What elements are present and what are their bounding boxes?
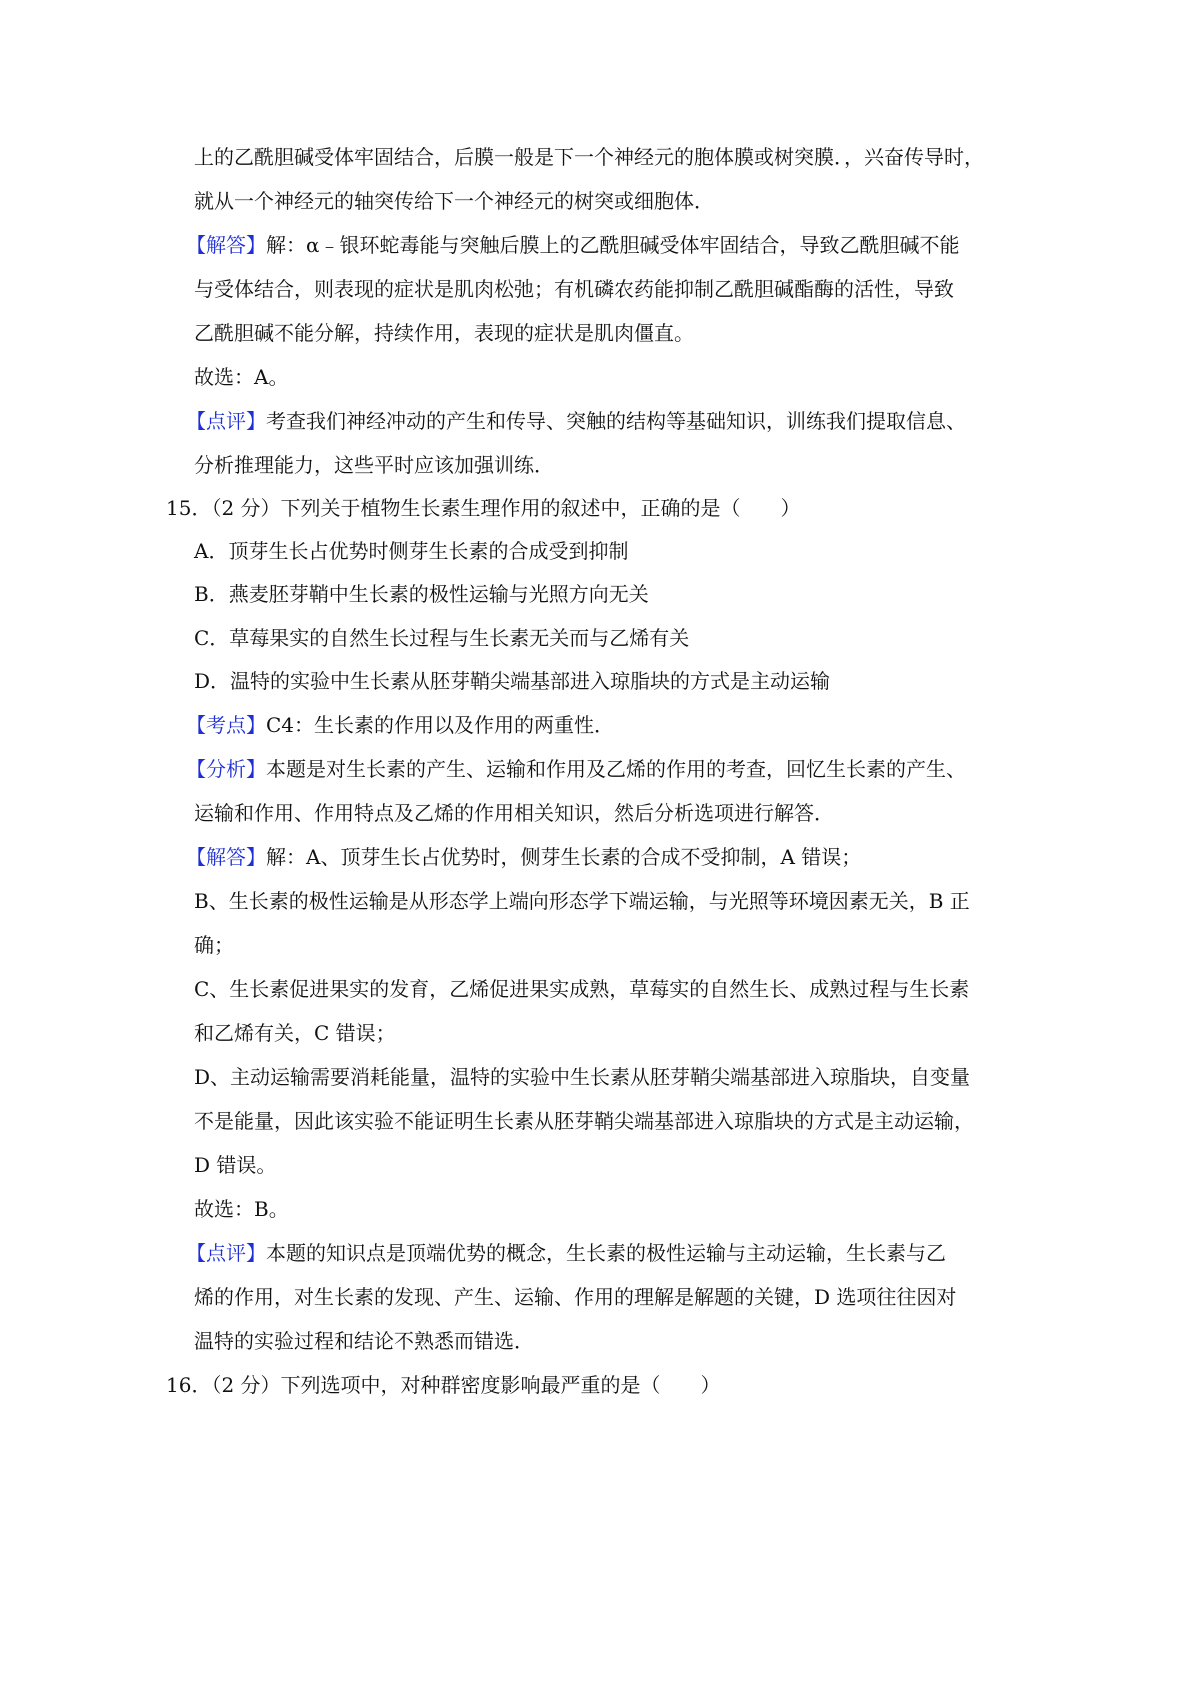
analysis-text: 本题是对生长素的产生、运输和作用及乙烯的作用的考查，回忆生长素的产生、 — [266, 757, 966, 781]
q15-point-line — [186, 713, 614, 737]
q15-option-c: C．草莓果实的自然生长过程与生长素无关而与乙烯有关 — [194, 626, 690, 650]
q14-choice: 故选：A。 — [194, 365, 289, 389]
q14-comment-line-1 — [186, 409, 966, 433]
comment-text: 本题的知识点是顶端优势的概念，生长素的极性运输与主动运输，生长素与乙 — [266, 1241, 946, 1265]
q15-answer-line-3: 确； — [194, 933, 234, 957]
point-text: C4：生长素的作用以及作用的两重性． — [266, 713, 615, 737]
q15-analysis-line-2: 运输和作用、作用特点及乙烯的作用相关知识，然后分析选项进行解答． — [194, 801, 834, 825]
q14-text-line-1: 上的乙酰胆碱受体牢固结合，后膜一般是下一个神经元的胞体膜或树突膜．，兴奋传导时， — [194, 145, 984, 169]
q15-comment-line-1 — [186, 1241, 946, 1265]
q14-answer-line-1 — [186, 233, 960, 257]
q15-analysis-line-1 — [186, 757, 966, 781]
comment-tag: 【点评】 — [186, 409, 266, 433]
q15-answer-line-4: C、生长素促进果实的发育，乙烯促进果实成熟，草莓实的自然生长、成熟过程与生长素 — [194, 977, 970, 1001]
q15-answer-line-5: 和乙烯有关，C 错误； — [194, 1021, 396, 1045]
answer-text: 解：A、顶芽生长占优势时，侧芽生长素的合成不受抑制，A 错误； — [266, 845, 862, 869]
q15-option-a: A．顶芽生长占优势时侧芽生长素的合成受到抑制 — [194, 539, 629, 563]
answer-tag: 【解答】 — [186, 845, 266, 869]
point-tag: 【考点】 — [186, 713, 266, 737]
q15-option-d: D．温特的实验中生长素从胚芽鞘尖端基部进入琼脂块的方式是主动运输 — [194, 669, 831, 693]
q14-answer-line-3: 乙酰胆碱不能分解，持续作用，表现的症状是肌肉僵直。 — [194, 321, 694, 345]
q15-answer-line-7: 不是能量，因此该实验不能证明生长素从胚芽鞘尖端基部进入琼脂块的方式是主动运输， — [194, 1109, 974, 1133]
q15-comment-line-2: 烯的作用，对生长素的发现、产生、运输、作用的理解是解题的关键，D 选项往往因对 — [194, 1285, 957, 1309]
q15-stem: 15．（2 分）下列关于植物生长素生理作用的叙述中，正确的是（ ） — [166, 496, 801, 520]
q15-answer-line-1 — [186, 845, 861, 869]
q16-stem: 16．（2 分）下列选项中，对种群密度影响最严重的是（ ） — [166, 1373, 721, 1397]
q15-choice: 故选：B。 — [194, 1197, 289, 1221]
comment-text: 考查我们神经冲动的产生和传导、突触的结构等基础知识，训练我们提取信息、 — [266, 409, 966, 433]
q15-answer-line-6: D、主动运输需要消耗能量，温特的实验中生长素从胚芽鞘尖端基部进入琼脂块，自变量 — [194, 1065, 971, 1089]
q15-option-b: B．燕麦胚芽鞘中生长素的极性运输与光照方向无关 — [194, 582, 649, 606]
answer-text: 解：α﹣银环蛇毒能与突触后膜上的乙酰胆碱受体牢固结合，导致乙酰胆碱不能 — [266, 233, 960, 257]
q15-answer-line-2: B、生长素的极性运输是从形态学上端向形态学下端运输，与光照等环境因素无关，B 正 — [194, 889, 970, 913]
answer-tag: 【解答】 — [186, 233, 266, 257]
q15-comment-line-3: 温特的实验过程和结论不熟悉而错选． — [194, 1329, 534, 1353]
q14-answer-line-2: 与受体结合，则表现的症状是肌肉松弛；有机磷农药能抑制乙酰胆碱酯酶的活性，导致 — [194, 277, 954, 301]
q15-answer-line-8: D 错误。 — [194, 1153, 277, 1177]
q14-text-line-2: 就从一个神经元的轴突传给下一个神经元的树突或细胞体． — [194, 189, 714, 213]
analysis-tag: 【分析】 — [186, 757, 266, 781]
comment-tag: 【点评】 — [186, 1241, 266, 1265]
q14-comment-line-2: 分析推理能力，这些平时应该加强训练． — [194, 453, 554, 477]
